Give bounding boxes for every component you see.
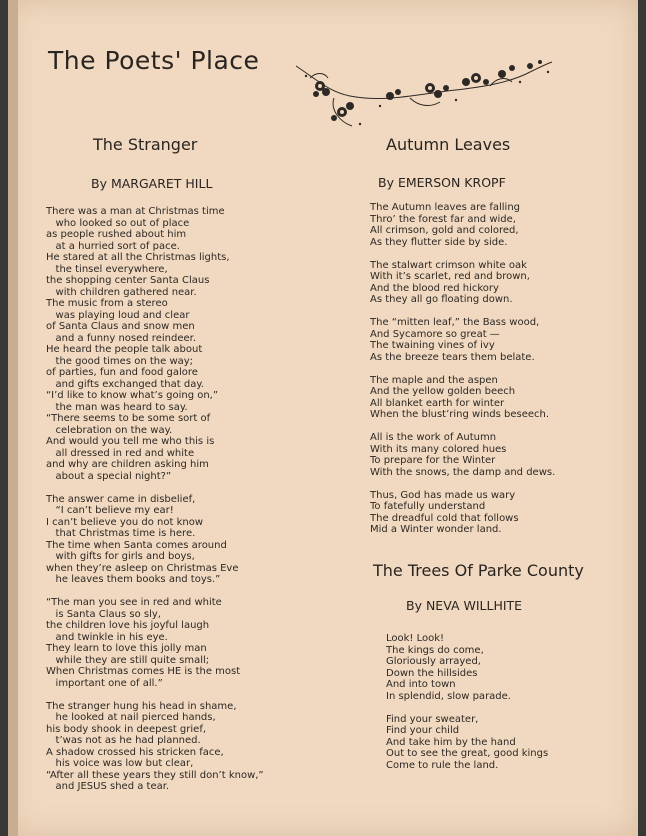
poem-line: as people rushed about him: [46, 229, 187, 240]
poem-line: who looked so out of place: [46, 217, 190, 229]
poem-line: There was a man at Christmas time: [46, 206, 225, 217]
poem-line: All crimson, gold and colored,: [370, 225, 519, 236]
poem-line: When the blust’ring winds beseech.: [370, 409, 550, 420]
poem-title-trees: The Trees Of Parke County: [373, 561, 584, 580]
poem-line: when they’re asleep on Christmas Eve: [46, 562, 239, 574]
poem-line: As the breeze tears them belate.: [370, 351, 535, 363]
poem-author-autumn-leaves: By EMERSON KROPF: [378, 175, 506, 190]
poem-line: And into town: [386, 679, 456, 690]
poem-line: The time when Santa comes around: [46, 539, 227, 551]
poem-stanza: [386, 714, 548, 772]
poem-line: He stared at all the Christmas lights,: [46, 252, 230, 263]
poem-title-stranger: The Stranger: [93, 135, 198, 154]
poem-body-autumn-leaves: [370, 202, 555, 536]
poem-line: of parties, fun and food galore: [46, 367, 198, 378]
poem-line: with gifts for girls and boys,: [46, 551, 195, 562]
poem-line: They learn to love this jolly man: [46, 643, 207, 654]
poem-line: and a funny nosed reindeer.: [46, 332, 196, 344]
poem-title-autumn-leaves: Autumn Leaves: [386, 135, 511, 154]
poem-stanza: [46, 701, 264, 793]
poem-line: with children gathered near.: [46, 286, 197, 298]
poem-stanza: [370, 375, 555, 421]
poem-line: To fatefully understand: [370, 501, 486, 512]
poem-line: his body shook in deepest grief,: [46, 723, 207, 735]
page-title: The Poets' Place: [48, 46, 260, 75]
poem-line: He heard the people talk about: [46, 344, 203, 355]
poem-line: he leaves them books and toys.”: [46, 574, 221, 585]
poem-line: A shadow crossed his stricken face,: [46, 746, 224, 758]
poem-author-trees: By NEVA WILLHITE: [406, 598, 523, 613]
poem-line: And the yellow golden beech: [370, 386, 516, 397]
poem-stanza: [370, 490, 555, 536]
poem-line: celebration on the way.: [46, 424, 173, 436]
poem-line: When Christmas comes HE is the most: [46, 666, 241, 677]
poem-line: The “mitten leaf,” the Bass wood,: [370, 317, 540, 328]
poem-line: In splendid, slow parade.: [386, 690, 511, 702]
page-spine: [8, 0, 18, 836]
poem-stanza: [370, 432, 555, 478]
poem-line: Look! Look!: [386, 633, 445, 644]
poem-line: As they flutter side by side.: [370, 236, 508, 248]
poem-line: “The man you see in red and white: [46, 597, 222, 608]
poem-line: “There seems to be some sort of: [46, 413, 211, 424]
poem-line: Come to rule the land.: [386, 759, 499, 771]
poem-line: of Santa Claus and snow men: [46, 321, 195, 332]
poem-line: And take him by the hand: [386, 736, 516, 748]
poem-line: With the snows, the damp and dews.: [370, 466, 556, 478]
poem-line: Gloriously arrayed,: [386, 656, 481, 667]
poem-line: “I can’t believe my ear!: [46, 505, 174, 516]
poem-line: Down the hillsides: [386, 667, 478, 679]
poem-line: The dreadful cold that follows: [370, 512, 519, 524]
poem-line: the tinsel everywhere,: [46, 263, 168, 275]
poem-line: his voice was low but clear,: [46, 758, 194, 769]
poem-line: Thro’ the forest far and wide,: [370, 213, 516, 225]
poem-line: I can’t believe you do not know: [46, 516, 204, 528]
poem-stanza: [46, 494, 264, 586]
poem-line: and gifts exchanged that day.: [46, 378, 204, 390]
poem-line: and why are children asking him: [46, 459, 209, 470]
floral-ornament: [290, 52, 560, 134]
poem-line: the good times on the way;: [46, 355, 194, 367]
poem-line: important one of all.”: [46, 677, 163, 689]
poem-line: Thus, God has made us wary: [370, 489, 516, 501]
poem-line: As they all go floating down.: [370, 294, 513, 305]
poem-line: about a special night?”: [46, 470, 172, 482]
poem-body-stranger: [46, 206, 264, 793]
poem-stanza: [386, 633, 548, 702]
poem-line: With its many colored hues: [370, 443, 507, 455]
poem-stanza: [370, 260, 555, 306]
poem-line: all dressed in red and white: [46, 447, 195, 459]
poem-line: the children love his joyful laugh: [46, 620, 210, 631]
poem-line: the shopping center Santa Claus: [46, 275, 210, 286]
poem-line: And Sycamore so great —: [370, 328, 500, 340]
poem-line: All is the work of Autumn: [370, 432, 497, 443]
poem-author-stranger: By MARGARET HILL: [91, 176, 213, 191]
poem-line: t’was not as he had planned.: [46, 735, 201, 746]
poem-line: “After all these years they still don’t know,”: [46, 769, 264, 781]
poem-line: Find your sweater,: [386, 713, 479, 725]
poem-line: was playing loud and clear: [46, 309, 190, 321]
poem-line: is Santa Claus so sly,: [46, 608, 161, 620]
poem-line: The stalwart crimson white oak: [370, 259, 527, 271]
poem-line: Find your child: [386, 725, 460, 736]
poem-line: And would you tell me who this is: [46, 436, 215, 447]
poem-line: All blanket earth for winter: [370, 397, 505, 409]
poem-line: The music from a stereo: [46, 298, 168, 309]
poem-line: The answer came in disbelief,: [46, 493, 196, 505]
poem-stanza: [370, 202, 555, 248]
poem-line: at a hurried sort of pace.: [46, 240, 180, 252]
poem-line: The Autumn leaves are falling: [370, 202, 521, 213]
poem-line: that Christmas time is here.: [46, 528, 196, 539]
poem-line: and twinkle in his eye.: [46, 631, 168, 643]
poem-line: To prepare for the Winter: [370, 455, 496, 466]
poem-line: while they are still quite small;: [46, 654, 210, 666]
poem-line: The maple and the aspen: [370, 374, 498, 386]
poem-line: The stranger hung his head in shame,: [46, 700, 237, 712]
poem-line: The kings do come,: [386, 644, 484, 656]
poem-body-trees: [386, 633, 548, 771]
poem-line: The twaining vines of ivy: [370, 340, 495, 351]
poem-line: Mid a Winter wonder land.: [370, 524, 502, 535]
poem-line: And the blood red hickory: [370, 282, 499, 294]
poem-line: With it’s scarlet, red and brown,: [370, 271, 530, 282]
poem-line: “I’d like to know what’s going on,”: [46, 390, 219, 401]
poem-line: Out to see the great, good kings: [386, 748, 549, 759]
magazine-page: [8, 0, 638, 836]
poem-stanza: [46, 206, 264, 482]
poem-line: he looked at nail pierced hands,: [46, 712, 216, 723]
poem-line: and JESUS shed a tear.: [46, 781, 170, 792]
poem-stanza: [370, 317, 555, 363]
poem-line: the man was heard to say.: [46, 401, 188, 413]
poem-stanza: [46, 597, 264, 689]
